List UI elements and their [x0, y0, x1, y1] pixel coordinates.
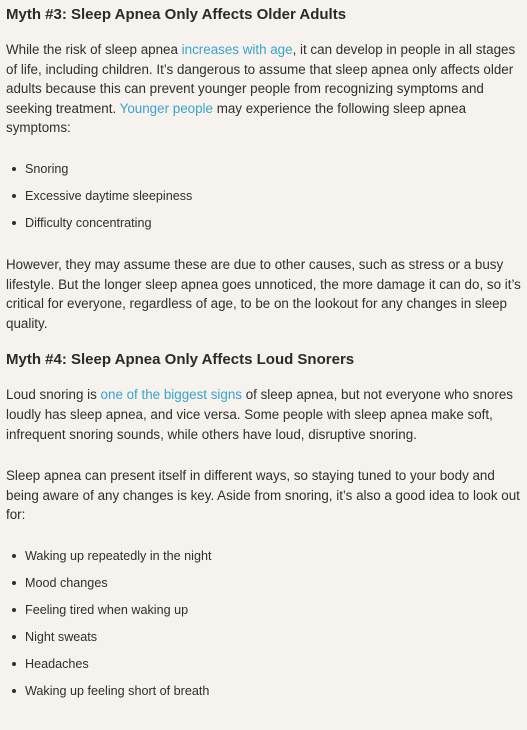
- text-segment: of sleep apnea, but not everyone who snores loudly has sleep apnea, and vice versa. Some people with sleep apnea make soft, infrequent snoring sounds, while others have loud, disruptive snoring.: [6, 387, 513, 442]
- text-segment: While the risk of sleep apnea: [6, 42, 182, 57]
- myth4-paragraph-2: Sleep apnea can present itself in different ways, so staying tuned to your body and being aware of any changes is key. Aside from snoring, it’s also a good idea to look out for:: [6, 468, 520, 523]
- biggest-signs-link[interactable]: one of the biggest signs: [100, 387, 242, 403]
- list-item: Snoring: [6, 160, 521, 187]
- myth4-heading: Myth #4: Sleep Apnea Only Affects Loud Snorers: [6, 351, 355, 369]
- list-item: Excessive daytime sleepiness: [6, 187, 521, 214]
- text-segment: Loud snoring is: [6, 387, 101, 403]
- list-item: Difficulty concentrating: [6, 214, 521, 241]
- text-segment: , it can develop in people in all stages of life, including children. It’s dangerous to assume that sleep apnea only affects older adults because this can prevent younger people from recognizing symptoms and seeking treatment.: [6, 42, 516, 116]
- list-item: Waking up repeatedly in the night: [6, 547, 521, 574]
- text-segment: may experience the following sleep apnea symptoms:: [6, 100, 467, 136]
- list-item: Waking up feeling short of breath: [6, 682, 521, 709]
- list-item: Headaches: [6, 655, 521, 682]
- list-item: Night sweats: [6, 628, 521, 655]
- younger-people-link[interactable]: Younger people: [119, 100, 213, 116]
- myth3-heading: Myth #3: Sleep Apnea Only Affects Older Adults: [6, 6, 347, 23]
- myth3-paragraph-1: [6, 40, 521, 138]
- myth3-symptom-list: [6, 160, 521, 241]
- myth3-paragraph-2: However, they may assume these are due to other causes, such as stress or a busy lifestyle. But the longer sleep apnea goes unnoticed, the more damage it can do, so it’s critical for everyone, regardless of age, to be on the lookout for any changes in sleep quality.: [6, 256, 521, 331]
- increases-with-age-link[interactable]: increases with age: [181, 42, 293, 57]
- myth4-paragraph-1: [6, 385, 521, 444]
- list-item: Feeling tired when waking up: [6, 601, 521, 628]
- list-item: Mood changes: [6, 574, 521, 601]
- myth4-signs-list: [6, 547, 521, 709]
